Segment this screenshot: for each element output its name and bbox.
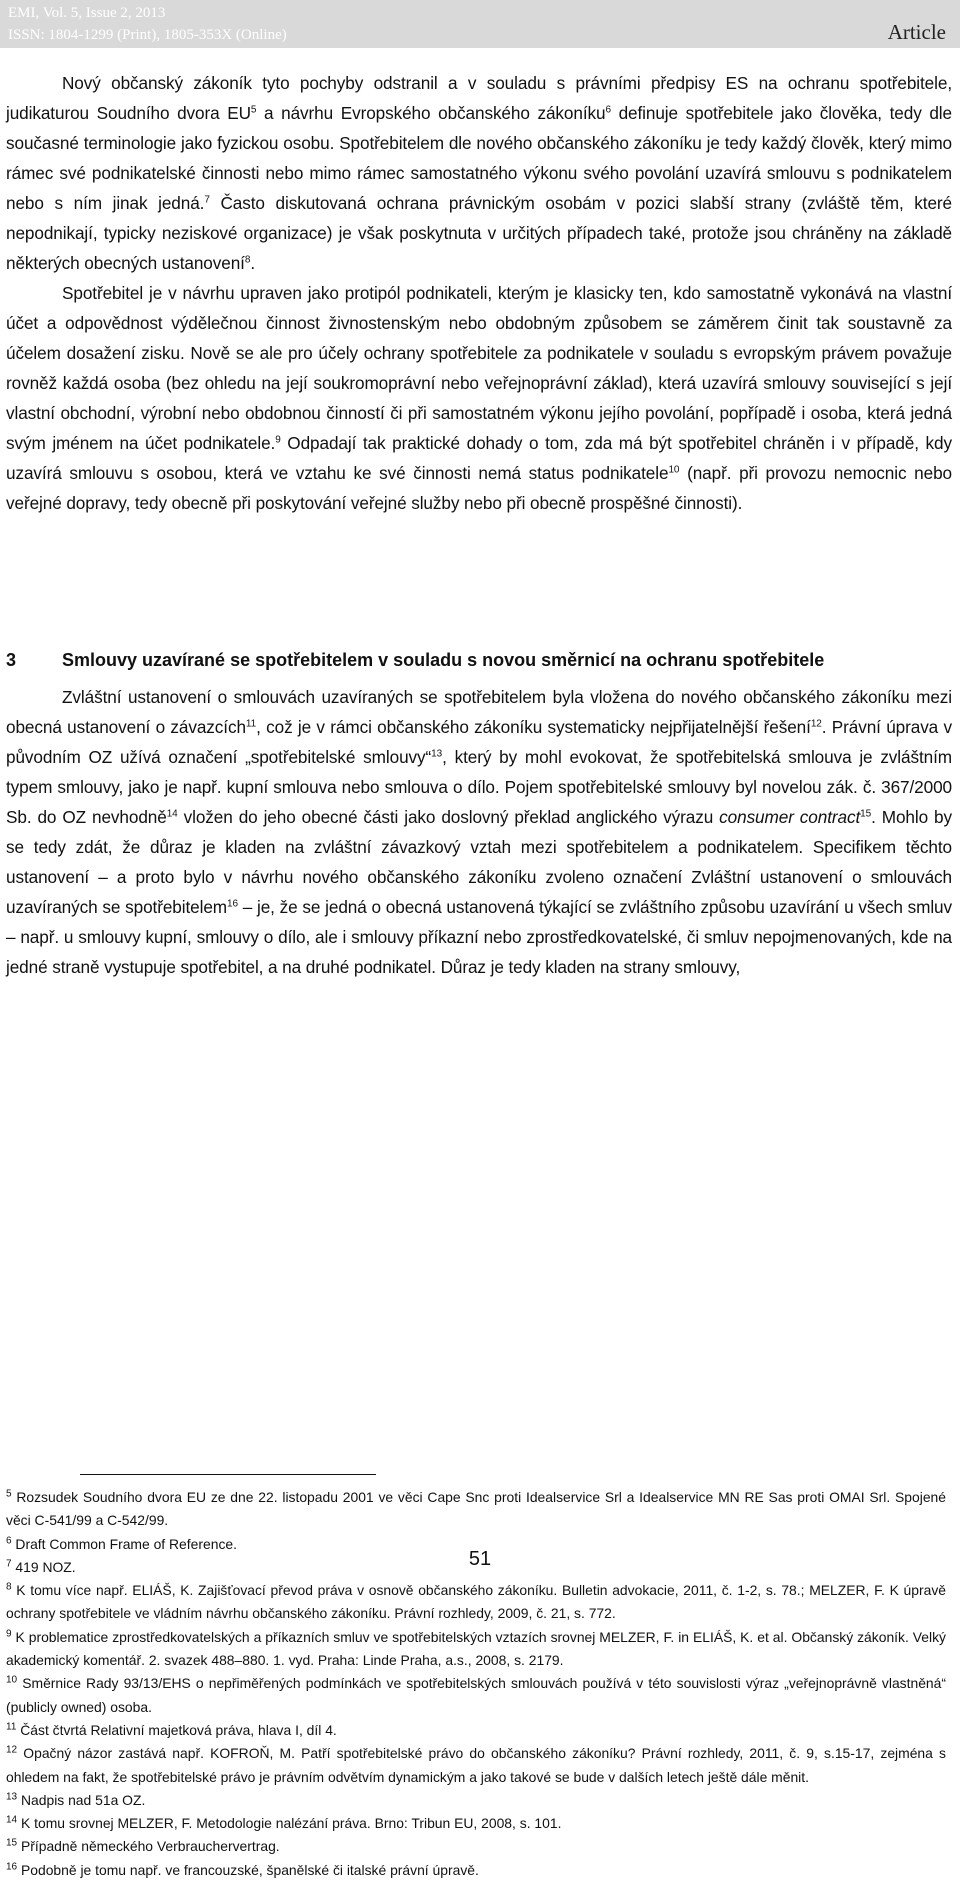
section-title: Smlouvy uzavírané se spotřebitelem v souladu s novou směrnicí na ochranu spotřebitele xyxy=(62,650,825,670)
footnote-ref[interactable]: 8 xyxy=(244,254,251,266)
footnote xyxy=(6,1859,946,1882)
footnote-text: Opačný názor zastává např. KOFROŇ, M. Patří spotřebitelské právo do občanského zákoníku? Právní rozhledy, 2011, č. 9, s.15-17, zejména s ohledem na fakt, že spotřebitelské právo je právním odvětvím dynamickým a jako takové se bude v dalších letech ještě dále měnit. xyxy=(6,1745,946,1785)
footnote-number: 13 xyxy=(6,1791,18,1803)
footnote-number: 15 xyxy=(6,1837,18,1849)
footnotes xyxy=(6,1486,946,1882)
footnote-number: 6 xyxy=(6,1534,12,1546)
journal-info xyxy=(8,2,287,46)
footnote-text: Část čtvrtá Relativní majetková práva, hlava I, díl 4. xyxy=(20,1721,337,1738)
footnote-text: Nadpis nad 51a OZ. xyxy=(20,1791,146,1808)
footnote-text: K tomu více např. ELIÁŠ, K. Zajišťovací převod práva v osnově občanského zákoníku. Bulletin advokacie, 2011, č. 1-2, s. 78.; MELZER, F. K úpravě ochrany spotřebitele ve vládním návrhu občanského zákoníku. Právní rozhledy, 2009, č. 21, s. 772. xyxy=(6,1582,947,1622)
footnote-text: K problematice zprostředkovatelských a příkazních smluv ve spotřebitelských vztazích srovnej MELZER, F. in ELIÁŠ, K. et al. Občanský zákoník. Velký akademický komentář. 2. svazek 488–880. 1. vyd. Praha: Linde Praha, a.s., 2008, s. 2179. xyxy=(6,1628,946,1669)
footnote-number: 16 xyxy=(6,1861,18,1873)
footnote-text: Rozsudek Soudního dvora EU ze dne 22. listopadu 2001 ve věci Cape Snc proti Idealservice Srl a Idealservice MN RE Sas proti OMAI Srl. Spojené věci C-541/99 a C-542/99. xyxy=(6,1489,947,1529)
footnote-text: Podobně je tomu např. ve francouzské, španělské či italské právní úpravě. xyxy=(20,1861,479,1878)
body-paragraphs-top xyxy=(6,68,952,518)
footnote xyxy=(6,1789,946,1812)
journal-issn: ISSN: 1804-1299 (Print), 1805-353X (Online) xyxy=(8,27,287,43)
footnote-ref[interactable]: 16 xyxy=(227,898,238,910)
footnote-ref[interactable]: 12 xyxy=(810,718,822,730)
footnote xyxy=(6,1835,946,1858)
footnote-text: Draft Common Frame of Reference. xyxy=(15,1535,237,1552)
footnote-number: 12 xyxy=(6,1744,18,1756)
footnote-ref[interactable]: 11 xyxy=(245,718,257,730)
journal-header xyxy=(0,0,960,48)
footnote-text: 419 NOZ. xyxy=(15,1558,76,1575)
article-label: Article xyxy=(887,20,946,44)
journal-volume: EMI, Vol. 5, Issue 2, 2013 xyxy=(8,5,166,21)
footnote-separator xyxy=(80,1474,376,1475)
body-paragraphs-section xyxy=(6,682,952,982)
footnote xyxy=(6,1812,946,1835)
section-heading xyxy=(6,645,952,675)
footnote-ref[interactable]: 7 xyxy=(204,194,210,206)
footnote-ref[interactable]: 10 xyxy=(668,464,680,476)
footnote xyxy=(6,1742,946,1789)
paragraph: Zvláštní ustanovení o smlouvách uzavíraných se spotřebitelem byla vložena do nového občanského zákoníku mezi obecná ustanovení o závazcích$^{11}$, což je v rámci občanského zákoníku systematicky nejpřijatelnější řešení$^{12}$. Právní úprava v původním OZ užívá označení „spotřebitelské smlouvy“$^{13}$, který by mohl evokovat, že spotřebitelská smlouva je zvláštním typem smlouvy, jako je např. kupní smlouva nebo smlouva o dílo. Pojem spotřebitelské smlouvy byl novelou zák. č. 367/2000 Sb. do OZ nevhodně$^{14}$ vložen do jeho obecné části jako doslovný překlad anglického výrazu consumer contract$^{15}$. Mohlo by se tedy zdát, že důraz je kladen na zvláštní závazkový vztah mezi spotřebitelem a podnikatelem. Specifikem těchto ustanovení – a proto bylo v návrhu nového občanského zákoníku zvoleno označení Zvláštní ustanovení o smlouvách uzavíraných se spotřebitelem$^{16}$ – je, že se jedná o obecná ustanovená týkající se zvláštního způsobu uzavírání u všech smluv – např. u smlouvy kupní, smlouvy o dílo, ale i smlouvy příkazní nebo zprostředkovatelské, či smluv nepojmenovaných, kde na jedné straně vystupuje spotřebitel, a na druhé podnikatel. Důraz je tedy kladen na strany smlouvy, xyxy=(6,687,953,977)
footnote-ref[interactable]: 6 xyxy=(605,104,611,116)
footnote xyxy=(6,1486,946,1533)
footnote-number: 10 xyxy=(6,1674,18,1686)
footnote-ref[interactable]: 9 xyxy=(275,434,281,446)
section-number: 3 xyxy=(6,650,17,670)
paragraph: Nový občanský zákoník tyto pochyby odstranil a v souladu s právními předpisy ES na ochranu spotřebitele, judikaturou Soudního dvora $EU^5$ a návrhu Evropského občanského zákoníku$^6$ definuje spotřebitele jako člověka, tedy dle současné terminologie jako fyzickou osobu. Spotřebitelem dle nového občanského zákoníku je tedy každý člověk, který mimo rámec své podnikatelské činnosti nebo mimo rámec samostatného výkonu svého povolání uzavírá smlouvu s podnikatelem nebo s ním jinak jedná.$^7$ Často diskutovaná ochrana právnickým osobám v pozici slabší strany (zvláště těm, které nepodnikají, typicky neziskové organizace) je však poskytnuta v určitých případech také, protože jsou chráněny na základě některých obecných ustanovení$^8$. xyxy=(6,73,952,273)
footnote-number: 7 xyxy=(6,1558,12,1570)
footnote-number: 9 xyxy=(6,1628,12,1640)
footnote xyxy=(6,1672,946,1719)
footnote-number: 14 xyxy=(6,1814,18,1826)
footnote xyxy=(6,1719,946,1742)
footnote-text: Případně německého Verbrauchervertrag. xyxy=(20,1838,280,1855)
footnote-number: 11 xyxy=(6,1721,17,1733)
footnote-ref[interactable]: 5 xyxy=(250,104,257,116)
footnote-number: 8 xyxy=(6,1581,12,1593)
footnote-ref[interactable]: 15 xyxy=(860,808,872,820)
paragraph: Spotřebitel je v návrhu upraven jako protipól podnikateli, kterým je klasicky ten, kdo samostatně vykonává na vlastní účet a odpovědnost výdělečnou činnost živnostenským nebo obdobným způsobem se záměrem činit tak soustavně za účelem dosažení zisku. Nově se ale pro účely ochrany spotřebitele za podnikatele v souladu s evropským právem považuje rovněž každá osoba (bez ohledu na její soukromoprávní nebo veřejnoprávní základ), která uzavírá smlouvy související s její vlastní obchodní, výrobní nebo obdobnou činností či při samostatném výkonu jejího povolání, popřípadě i osoba, která jedná svým jménem na účet podnikatele.$^9$ Odpadají tak praktické dohady o tom, zda má být spotřebitel chráněn i v případě, kdy uzavírá smlouvu s osobou, která ve vztahu ke své činnosti nemá status podnikatele$^{10}$ (např. při provozu nemocnic nebo veřejné dopravy, tedy obecně při poskytování veřejné služby nebo při obecně prospěšné činnosti). xyxy=(6,283,952,513)
footnote xyxy=(6,1626,946,1673)
page-number: 51 xyxy=(468,1548,492,1570)
footnote-text: K tomu srovnej MELZER, F. Metodologie nalézání práva. Brno: Tribun EU, 2008, s. 101. xyxy=(20,1815,562,1832)
footnote xyxy=(6,1579,946,1626)
footnote-ref[interactable]: 14 xyxy=(166,808,178,820)
footnote-ref[interactable]: 13 xyxy=(431,748,443,760)
footnote-text: Směrnice Rady 93/13/EHS o nepřiměřených podmínkách ve spotřebitelských smlouvách používá v této souvislosti výraz „veřejnoprávně vlastněná“ (publicly owned) osoba. xyxy=(6,1675,947,1715)
footnote-number: 5 xyxy=(6,1488,12,1500)
